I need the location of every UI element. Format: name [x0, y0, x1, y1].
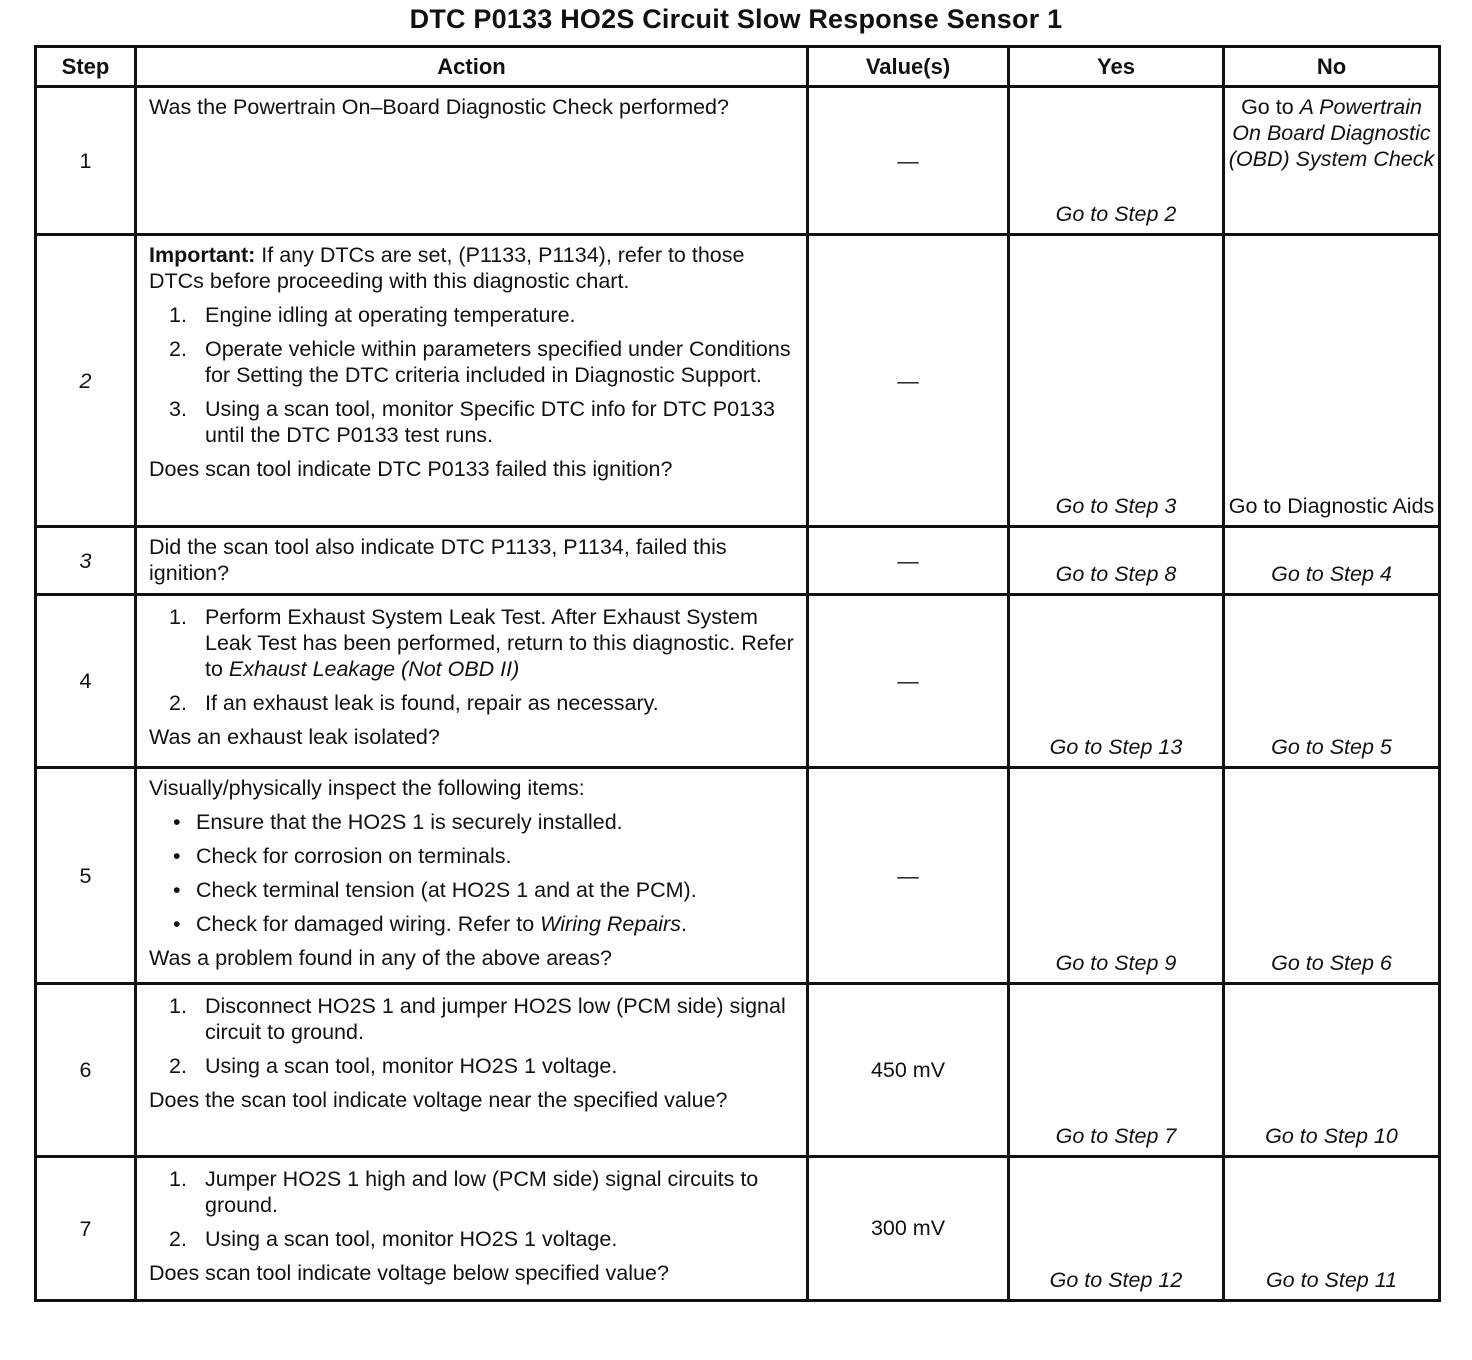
item-number: 1. [169, 303, 187, 327]
yes-link[interactable]: Go to Step 2 [1009, 87, 1224, 235]
action-cell [136, 235, 808, 527]
list-item [149, 690, 794, 716]
step-number: 5 [36, 768, 136, 984]
yes-link[interactable]: Go to Step 9 [1009, 768, 1224, 984]
list-item [149, 604, 794, 682]
list-item [149, 1226, 794, 1252]
diagnostic-table [34, 45, 1441, 1302]
yes-link[interactable]: Go to Step 12 [1009, 1157, 1224, 1301]
bullet-icon: • [173, 844, 181, 868]
bullet-icon: • [173, 878, 181, 902]
item-number: 2. [169, 1054, 187, 1078]
yes-link[interactable]: Go to Step 13 [1009, 595, 1224, 768]
list-item [149, 1166, 794, 1218]
item-number: 3. [169, 397, 187, 421]
bullet-item [149, 843, 794, 869]
value-cell: — [808, 595, 1009, 768]
item-text: Using a scan tool, monitor HO2S 1 voltage. [205, 1054, 618, 1078]
question-text: Was the Powertrain On–Board Diagnostic Check performed? [149, 95, 729, 119]
step-number: 7 [36, 1157, 136, 1301]
action-cell [136, 527, 808, 595]
value-cell: — [808, 527, 1009, 595]
bullet-item [149, 809, 794, 835]
header-values: Value(s) [808, 47, 1009, 87]
action-cell [136, 984, 808, 1157]
item-text: Perform Exhaust System Leak Test. After Exhaust System Leak Test has been performed, return to this diagnostic. Refer to [205, 605, 794, 681]
list-item [149, 396, 794, 448]
no-link[interactable]: Go to Step 6 [1224, 768, 1440, 984]
item-text: Engine idling at operating temperature. [205, 303, 576, 327]
step-number: 1 [36, 87, 136, 235]
value-cell: — [808, 87, 1009, 235]
important-note [149, 242, 794, 294]
bullet-text: Check for corrosion on terminals. [196, 844, 512, 868]
no-link[interactable]: Go to Step 11 [1224, 1157, 1440, 1301]
list-item [149, 993, 794, 1045]
yes-link[interactable]: Go to Step 7 [1009, 984, 1224, 1157]
bullet-text: Check for damaged wiring. Refer to [196, 912, 541, 936]
item-number: 2. [169, 691, 187, 715]
step-number: 3 [36, 527, 136, 595]
important-label: Important: [149, 243, 256, 267]
step-number: 6 [36, 984, 136, 1157]
step-number: 4 [36, 595, 136, 768]
header-yes: Yes [1009, 47, 1224, 87]
page-title: DTC P0133 HO2S Circuit Slow Response Sensor 1 [409, 4, 1063, 34]
value-cell: — [808, 235, 1009, 527]
header-step: Step [36, 47, 136, 87]
question-text: Does scan tool indicate DTC P0133 failed this ignition? [149, 457, 673, 481]
table-row-step-4 [36, 595, 1440, 768]
no-link[interactable]: Go to Step 5 [1224, 595, 1440, 768]
bullet-item [149, 877, 794, 903]
value-cell: 450 mV [808, 984, 1009, 1157]
bullet-icon: • [173, 912, 181, 936]
yes-link[interactable]: Go to Step 8 [1009, 527, 1224, 595]
item-number: 1. [169, 994, 187, 1018]
bullet-icon: • [173, 810, 181, 834]
item-text: If an exhaust leak is found, repair as necessary. [205, 691, 659, 715]
item-text: Using a scan tool, monitor HO2S 1 voltage. [205, 1227, 618, 1251]
header-no: No [1224, 47, 1440, 87]
reference-link[interactable]: Wiring Repairs [540, 912, 681, 936]
no-link[interactable]: Go to Step 10 [1224, 984, 1440, 1157]
item-text: Jumper HO2S 1 high and low (PCM side) signal circuits to ground. [205, 1167, 759, 1217]
table-row-step-2 [36, 235, 1440, 527]
item-text: Using a scan tool, monitor Specific DTC info for DTC P0133 until the DTC P0133 test runs. [205, 397, 775, 447]
bullet-text: Check terminal tension (at HO2S 1 and at the PCM). [196, 878, 697, 902]
item-number: 2. [169, 1227, 187, 1251]
table-row-step-7 [36, 1157, 1440, 1301]
action-cell [136, 1157, 808, 1301]
question-text: Did the scan tool also indicate DTC P1133, P1134, failed this ignition? [149, 535, 727, 585]
table-row-step-5 [36, 768, 1440, 984]
item-number: 1. [169, 1167, 187, 1191]
table-row-step-3 [36, 527, 1440, 595]
question-text: Does the scan tool indicate voltage near the specified value? [149, 1088, 728, 1112]
no-link[interactable]: Go to Step 4 [1224, 527, 1440, 595]
step-number: 2 [36, 235, 136, 527]
no-link[interactable] [1224, 87, 1440, 235]
action-cell [136, 87, 808, 235]
value-cell: 300 mV [808, 1157, 1009, 1301]
item-text: Disconnect HO2S 1 and jumper HO2S low (PCM side) signal circuit to ground. [205, 994, 786, 1044]
item-number: 1. [169, 605, 187, 629]
important-text: If any DTCs are set, (P1133, P1134), refer to those DTCs before proceeding with this diagnostic chart. [149, 243, 745, 293]
question-text: Was an exhaust leak isolated? [149, 725, 440, 749]
header-row [36, 47, 1440, 87]
no-prefix: Go to [1241, 95, 1300, 119]
bullet-text: Ensure that the HO2S 1 is securely installed. [196, 810, 623, 834]
header-action: Action [136, 47, 808, 87]
bullet-item [149, 911, 794, 937]
list-item [149, 1053, 794, 1079]
no-reference: A Powertrain On Board Diagnostic (OBD) System Check [1228, 95, 1435, 171]
yes-link[interactable]: Go to Step 3 [1009, 235, 1224, 527]
question-text: Was a problem found in any of the above areas? [149, 946, 612, 970]
table-row-step-1 [36, 87, 1440, 235]
item-number: 2. [169, 337, 187, 361]
intro-text: Visually/physically inspect the following items: [149, 776, 585, 800]
table-row-step-6 [36, 984, 1440, 1157]
bullet-text-end: . [680, 912, 687, 936]
reference-link[interactable]: Exhaust Leakage (Not OBD II) [228, 657, 520, 681]
action-cell [136, 768, 808, 984]
value-cell: — [808, 768, 1009, 984]
item-text: Operate vehicle within parameters specified under Conditions for Setting the DTC criteria included in Diagnostic Support. [205, 337, 791, 387]
list-item [149, 302, 794, 328]
question-text: Does scan tool indicate voltage below specified value? [149, 1261, 669, 1285]
action-cell [136, 595, 808, 768]
list-item [149, 336, 794, 388]
no-link[interactable]: Go to Diagnostic Aids [1224, 235, 1440, 527]
